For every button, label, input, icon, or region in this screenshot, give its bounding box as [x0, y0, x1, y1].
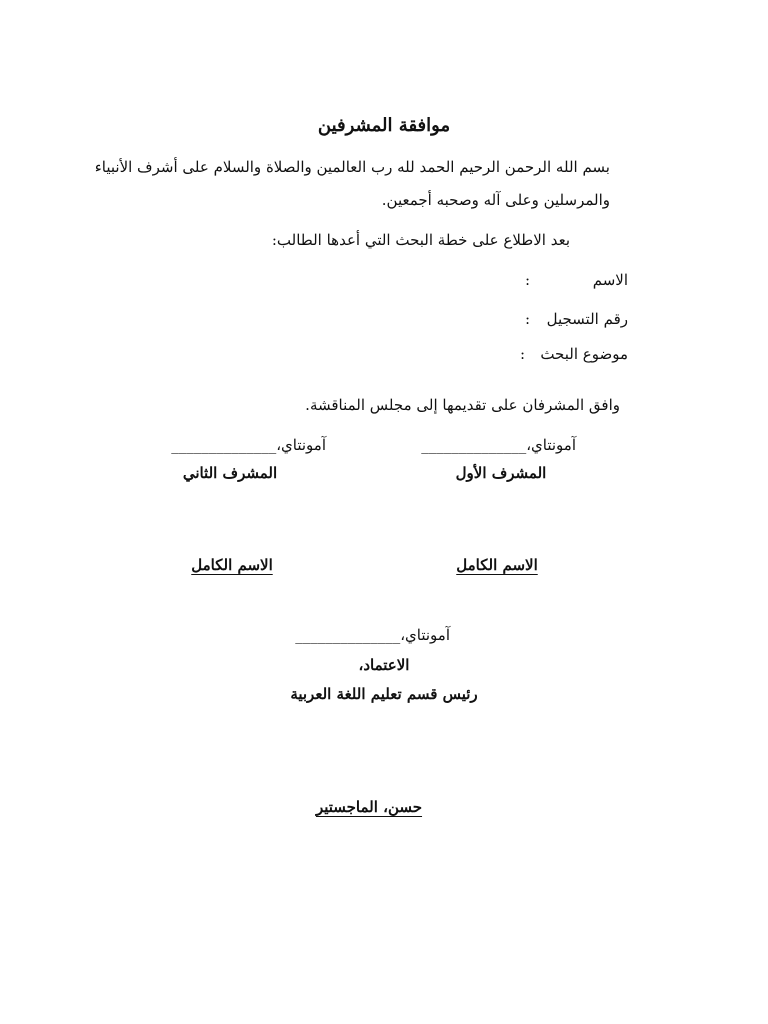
approval-statement: وافق المشرفان على تقديمها إلى مجلس المناقشة.: [305, 396, 620, 414]
field-topic-colon: :: [519, 345, 525, 363]
intro-line-2: والمرسلين وعلى آله وصحبه أجمعين.: [381, 191, 610, 209]
supervisor-1-title: المشرف الأول: [455, 464, 547, 482]
head-place-date: آمونتاي،______________: [295, 626, 450, 644]
supervisor-1-fullname: الاسم الكامل: [456, 556, 538, 574]
field-registration-label: رقم التسجيل: [546, 310, 628, 328]
supervisor-2-place-date: آمونتاي،______________: [171, 436, 326, 454]
field-registration-colon: :: [524, 310, 530, 328]
supervisor-2-fullname: الاسم الكامل: [191, 556, 273, 574]
head-title: رئيس قسم تعليم اللغة العربية: [290, 685, 478, 703]
field-topic-label: موضوع البحث: [540, 345, 628, 363]
intro-line-1: بسم الله الرحمن الرحيم الحمد لله رب العالمين والصلاة والسلام على أشرف الأنبياء: [94, 158, 610, 176]
field-name-label: الاسم: [592, 271, 628, 289]
head-approval-label: الاعتماد،: [358, 656, 410, 674]
supervisor-1-place-date: آمونتاي،______________: [421, 436, 576, 454]
field-name-colon: :: [524, 271, 530, 289]
review-statement: بعد الاطلاع على خطة البحث التي أعدها الطالب:: [271, 231, 570, 249]
head-name: حسن، الماجستير: [315, 798, 423, 816]
supervisor-2-title: المشرف الثاني: [182, 464, 278, 482]
page-title: موافقة المشرفين: [317, 115, 451, 136]
